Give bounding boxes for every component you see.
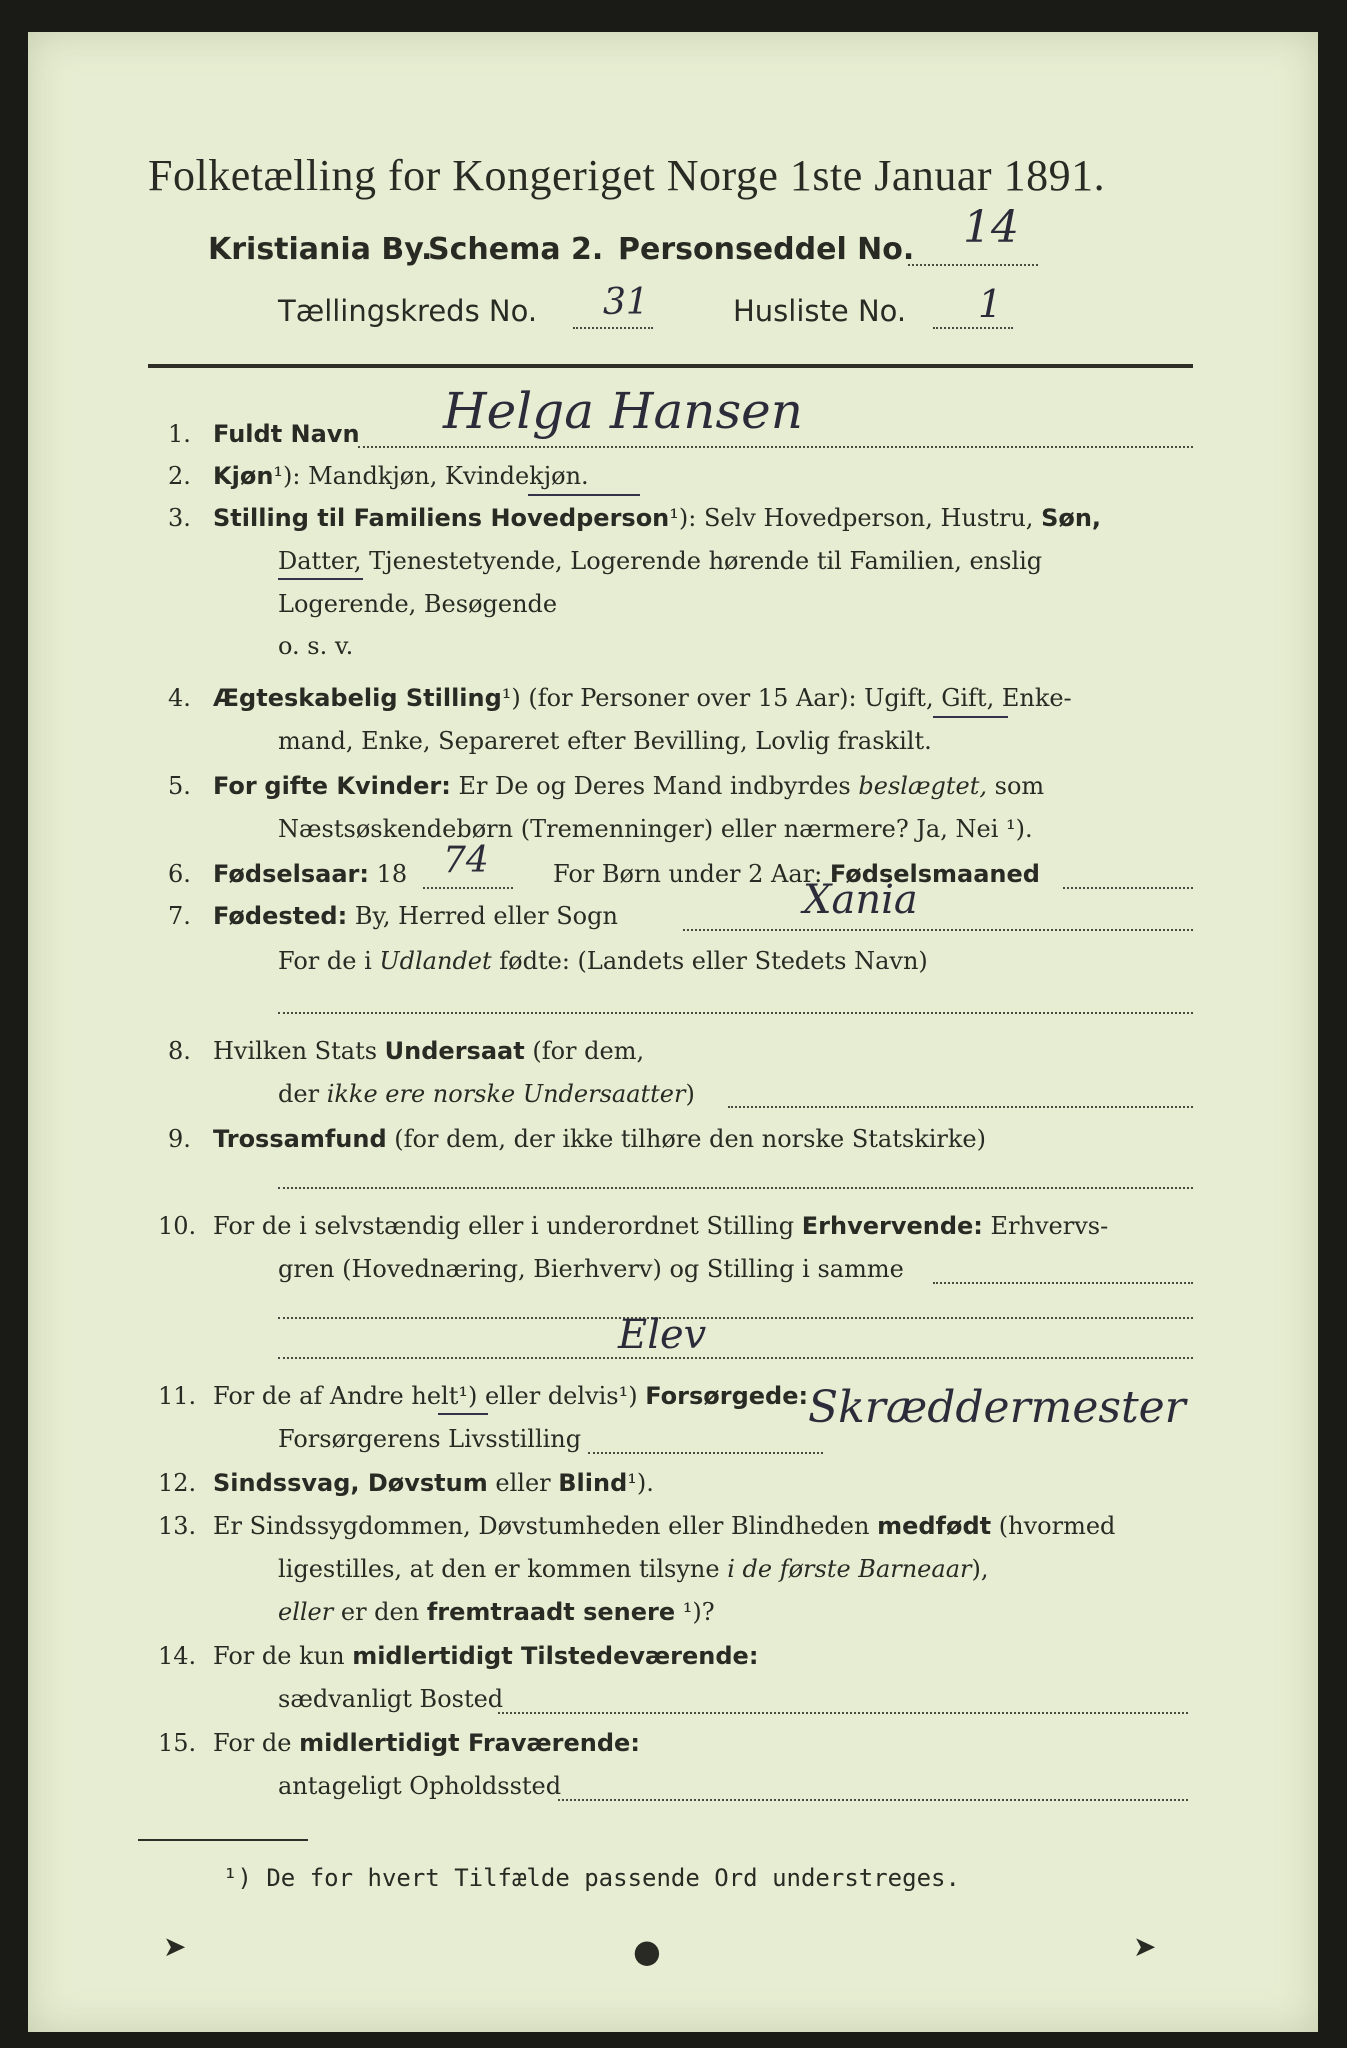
q3-line3: Logerende, Besøgende — [278, 590, 558, 618]
q4-line2: mand, Enke, Separeret efter Bevilling, Lovlig fraskilt. — [278, 727, 932, 755]
q6-birth-year-answer: 74 — [443, 840, 489, 881]
taellingskreds-label: Tællingskreds No. — [278, 294, 538, 328]
q7-blank-dotted-line — [278, 1012, 1193, 1014]
q2-underline-mark — [528, 494, 640, 496]
center-mark-icon: ● — [633, 1932, 661, 1970]
q8-dotted-line — [728, 1106, 1193, 1108]
census-form-sheet — [28, 32, 1318, 2032]
item-number: 2. — [168, 462, 191, 490]
q5-row: For gifte Kvinder: Er De og Deres Mand indbyrdes beslægtet, som — [213, 772, 1045, 800]
q14-line2: sædvanligt Bosted — [278, 1685, 504, 1713]
q10-occupation-answer: Elev — [618, 1312, 707, 1358]
q6-dotted-line — [1063, 887, 1193, 889]
q3-line4: o. s. v. — [278, 632, 354, 660]
item-number: 9. — [168, 1125, 191, 1153]
footnote: ¹) De for hvert Tilfælde passende Ord understreges. — [223, 1864, 960, 1892]
taellingskreds-dotted-line — [573, 327, 653, 329]
item-number: 3. — [168, 504, 191, 532]
item-number: 7. — [168, 902, 191, 930]
item-number: 5. — [168, 772, 191, 800]
q9-row: Trossamfund (for dem, der ikke tilhøre den norske Statskirke) — [213, 1125, 986, 1153]
q4-underline-mark — [933, 716, 1008, 718]
husliste-dotted-line — [933, 327, 1013, 329]
item-number: 13. — [158, 1512, 197, 1540]
q10-blank-dotted-line-2 — [278, 1357, 1193, 1359]
item-number: 1. — [168, 420, 191, 448]
corner-mark-right-icon: ➤ — [1133, 1930, 1157, 1963]
q10-row: For de i selvstændig eller i underordnet Stilling Erhvervende: Erhvervs- — [213, 1212, 1109, 1240]
item-number: 8. — [168, 1037, 191, 1065]
q3-row: Stilling til Familiens Hovedperson¹): Selv Hovedperson, Hustru, Søn, — [213, 504, 1102, 532]
q10-blank-dotted-line-1 — [278, 1317, 1193, 1319]
q8-row: Hvilken Stats Undersaat (for dem, — [213, 1037, 645, 1065]
header-divider — [148, 364, 1193, 368]
item-number: 12. — [158, 1469, 197, 1497]
q15-row: For de midlertidigt Fraværende: — [213, 1729, 640, 1757]
q13-row: Er Sindssygdommen, Døvstumheden eller Blindheden medfødt (hvormed — [213, 1512, 1116, 1540]
q12-row: Sindssvag, Døvstum eller Blind¹). — [213, 1469, 654, 1497]
q14-row: For de kun midlertidigt Tilstedeværende: — [213, 1642, 759, 1670]
q13-line3: eller er den fremtraadt senere ¹)? — [278, 1598, 715, 1626]
q1-full-name-answer: Helga Hansen — [443, 382, 803, 440]
q8-line2: der ikke ere norske Undersaatter) — [278, 1080, 695, 1108]
item-number: 6. — [168, 860, 191, 888]
q7-birthplace-answer: Xania — [803, 877, 918, 923]
q11-dotted-line — [588, 1452, 823, 1454]
q3-underline-mark — [278, 578, 363, 580]
q7-row: Fødested: By, Herred eller Sogn — [213, 902, 618, 930]
q7-line2: For de i Udlandet fødte: (Landets eller Stedets Navn) — [278, 947, 928, 975]
item-number: 4. — [168, 684, 191, 712]
q10-dotted-line — [933, 1282, 1193, 1284]
q1-dotted-line — [358, 446, 1193, 448]
personseddel-number: 14 — [963, 202, 1019, 253]
city-label: Kristiania By. — [208, 232, 433, 267]
q2-row: Kjøn¹): Mandkjøn, Kvindekjøn. — [213, 462, 589, 490]
q13-line2: ligestilles, at den er kommen tilsyne i de første Barneaar), — [278, 1555, 989, 1583]
item-number: 10. — [158, 1212, 197, 1240]
form-title: Folketælling for Kongeriget Norge 1ste Januar 1891. — [148, 151, 1106, 200]
q3-line2: Datter, Tjenestetyende, Logerende hørende til Familien, enslig — [278, 547, 1043, 575]
husliste-number: 1 — [978, 282, 1003, 326]
personseddel-dotted-line — [908, 264, 1038, 266]
q10-line2: gren (Hovednæring, Bierhverv) og Stilling i samme — [278, 1255, 904, 1283]
q9-blank-dotted-line — [278, 1187, 1193, 1189]
personseddel-label: Personseddel No. — [618, 232, 915, 267]
q11-provider-occupation-answer: Skræddermester — [808, 1382, 1186, 1433]
q15-dotted-line — [558, 1799, 1188, 1801]
q11-row: For de af Andre helt¹) eller delvis¹) Forsørgede: — [213, 1382, 809, 1410]
item-number: 11. — [158, 1382, 197, 1410]
q1-label: Fuldt Navn — [213, 420, 360, 448]
q6-row: Fødselsaar: 18 — [213, 860, 408, 888]
q5-line2: Næstsøskendebørn (Tremenninger) eller nærmere? Ja, Nei ¹). — [278, 815, 1033, 843]
q14-dotted-line — [498, 1712, 1188, 1714]
item-number: 15. — [158, 1729, 197, 1757]
item-number: 14. — [158, 1642, 197, 1670]
q6-row-b: For Børn under 2 Aar: Fødselsmaaned — [553, 860, 1040, 888]
footnote-divider — [138, 1839, 308, 1841]
husliste-label: Husliste No. — [733, 294, 907, 328]
q11-underline-mark — [438, 1413, 488, 1415]
taellingskreds-number: 31 — [603, 282, 649, 323]
q7-dotted-line — [683, 929, 1193, 931]
q4-row: Ægteskabelig Stilling¹) (for Personer over 15 Aar): Ugift, Gift, Enke- — [213, 684, 1072, 712]
schema-label: Schema 2. — [428, 232, 604, 267]
q6-year-dotted-line — [423, 887, 513, 889]
q15-line2: antageligt Opholdssted — [278, 1772, 562, 1800]
corner-mark-left-icon: ➤ — [163, 1930, 187, 1963]
q11-line2: Forsørgerens Livsstilling — [278, 1425, 582, 1453]
